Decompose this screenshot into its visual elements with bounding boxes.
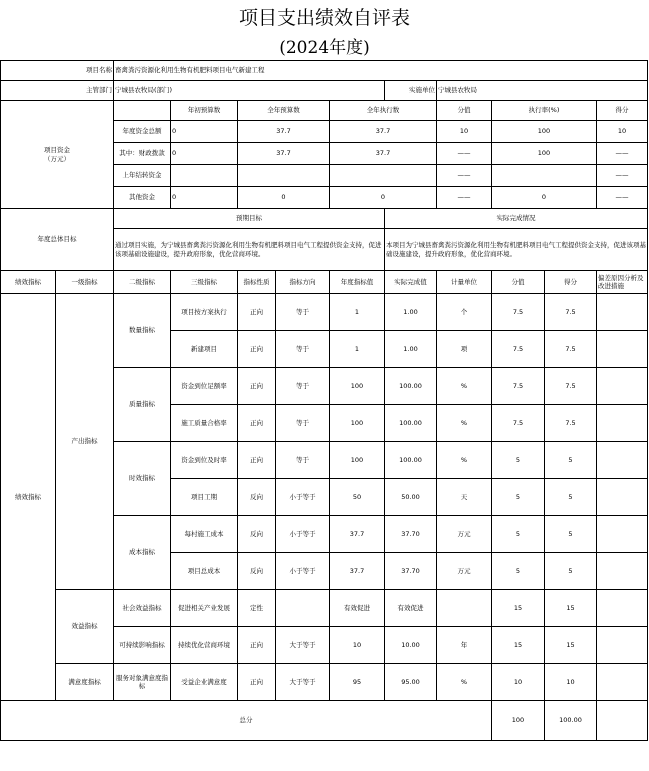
funds-row: 其他资金 0 0 0 —— 0 —— <box>1 187 648 209</box>
funds-header-score: 得分 <box>597 101 648 121</box>
dept-label: 主管部门 <box>1 81 114 101</box>
funds-header-executed: 全年执行数 <box>330 101 437 121</box>
indicator-row: 新建项目 正向 等于 1 1.00 项 7.5 7.5 <box>1 331 648 368</box>
indicator-row: 施工质量合格率 正向 等于 100 100.00 % 7.5 7.5 <box>1 405 648 442</box>
indicator-row: 成本指标 每村施工成本 反向 小于等于 37.7 37.70 万元 5 5 <box>1 516 648 553</box>
effect-label: 效益指标 <box>56 590 114 664</box>
page-subtitle: (2024年度) <box>279 38 370 58</box>
indicator-row: 质量指标 资金到位足额率 正向 等于 100 100.00 % 7.5 7.5 <box>1 368 648 405</box>
group-timeliness: 时效指标 <box>114 442 171 516</box>
total-score: 100 <box>492 701 545 741</box>
funds-header-rate: 执行率(%) <box>492 101 597 121</box>
goals-actual-label: 实际完成情况 <box>385 209 648 229</box>
funds-row: 其中：财政拨款 0 37.7 37.7 —— 100 —— <box>1 143 648 165</box>
goals-header-row <box>1 209 648 229</box>
group-service: 服务对象满意度指标 <box>114 664 171 701</box>
group-sustain: 可持续影响指标 <box>114 627 171 664</box>
project-name-value: 畜禽粪污资源化利用生物有机肥料项目电气新建工程 <box>114 61 648 81</box>
goals-expected-label: 预期目标 <box>114 209 385 229</box>
satisfaction-label: 满意度指标 <box>56 664 114 701</box>
project-name-row <box>1 61 648 81</box>
indicator-row: 时效指标 资金到位及时率 正向 等于 100 100.00 % 5 5 <box>1 442 648 479</box>
indicator-row: 绩效指标 产出指标 数量指标 项目按方案执行 正向 等于 1 1.00 个 7.5 7.5 <box>1 294 648 331</box>
page-title: 项目支出绩效自评表 <box>238 7 410 29</box>
indicators-header-row: 绩效指标 一级指标 二级指标 三级指标 指标性质 指标方向 年度指标值 实际完成值 计量单位 分值 得分 偏差原因分析及改进措施 <box>1 271 648 294</box>
indicator-row: 效益指标 社会效益指标 促进相关产业发展 定性 有效促进 有效促进 15 15 <box>1 590 648 627</box>
dept-value: 宁城县农牧局(部门) <box>114 81 385 101</box>
total-row <box>1 701 648 741</box>
impl-value: 宁城县农牧局 <box>437 81 648 101</box>
funds-row: 上年结转资金 —— —— <box>1 165 648 187</box>
impl-label: 实施单位 <box>385 81 437 101</box>
total-got: 100.00 <box>545 701 597 741</box>
dept-row <box>1 81 648 101</box>
total-label: 总分 <box>1 701 492 741</box>
indicator-row: 满意度指标 服务对象满意度指标 受益企业满意度 正向 大于等于 95 95.00 % 10 10 <box>1 664 648 701</box>
funds-header-row <box>1 101 648 121</box>
funds-row: 年度资金总额 0 37.7 37.7 10 100 10 <box>1 121 648 143</box>
indicator-row: 项目总成本 反向 小于等于 37.7 37.70 万元 5 5 <box>1 553 648 590</box>
indicators-level0: 绩效指标 <box>1 294 56 701</box>
project-name-label: 项目名称 <box>1 61 114 81</box>
indicator-row: 可持续影响指标 持续优化营商环境 正向 大于等于 10 10.00 年 15 15 <box>1 627 648 664</box>
goals-label: 年度总体目标 <box>1 209 114 271</box>
funds-header-annual: 全年预算数 <box>238 101 330 121</box>
indicator-row: 项目工期 反向 小于等于 50 50.00 天 5 5 <box>1 479 648 516</box>
group-quality: 质量指标 <box>114 368 171 442</box>
goals-actual: 本项目为宁城县畜禽粪污资源化利用生物有机肥料项目电气工程提供资金支持，促进该项基础设施建设，提升政府形象，优化营商环境。 <box>385 229 648 271</box>
funds-header-initial: 年初预算数 <box>171 101 238 121</box>
funds-header-weight: 分值 <box>437 101 492 121</box>
output-label: 产出指标 <box>56 294 114 590</box>
funds-group-label: 项目资金 （万元） <box>1 101 114 209</box>
group-cost: 成本指标 <box>114 516 171 590</box>
goals-expected: 通过项目实施，为宁城县畜禽粪污资源化利用生物有机肥料项目电气工程提供资金支持，促进该项基础设施建设，提升政府形象，优化营商环境。 <box>114 229 385 271</box>
group-quantity: 数量指标 <box>114 294 171 368</box>
group-social: 社会效益指标 <box>114 590 171 627</box>
evaluation-table <box>0 60 648 741</box>
